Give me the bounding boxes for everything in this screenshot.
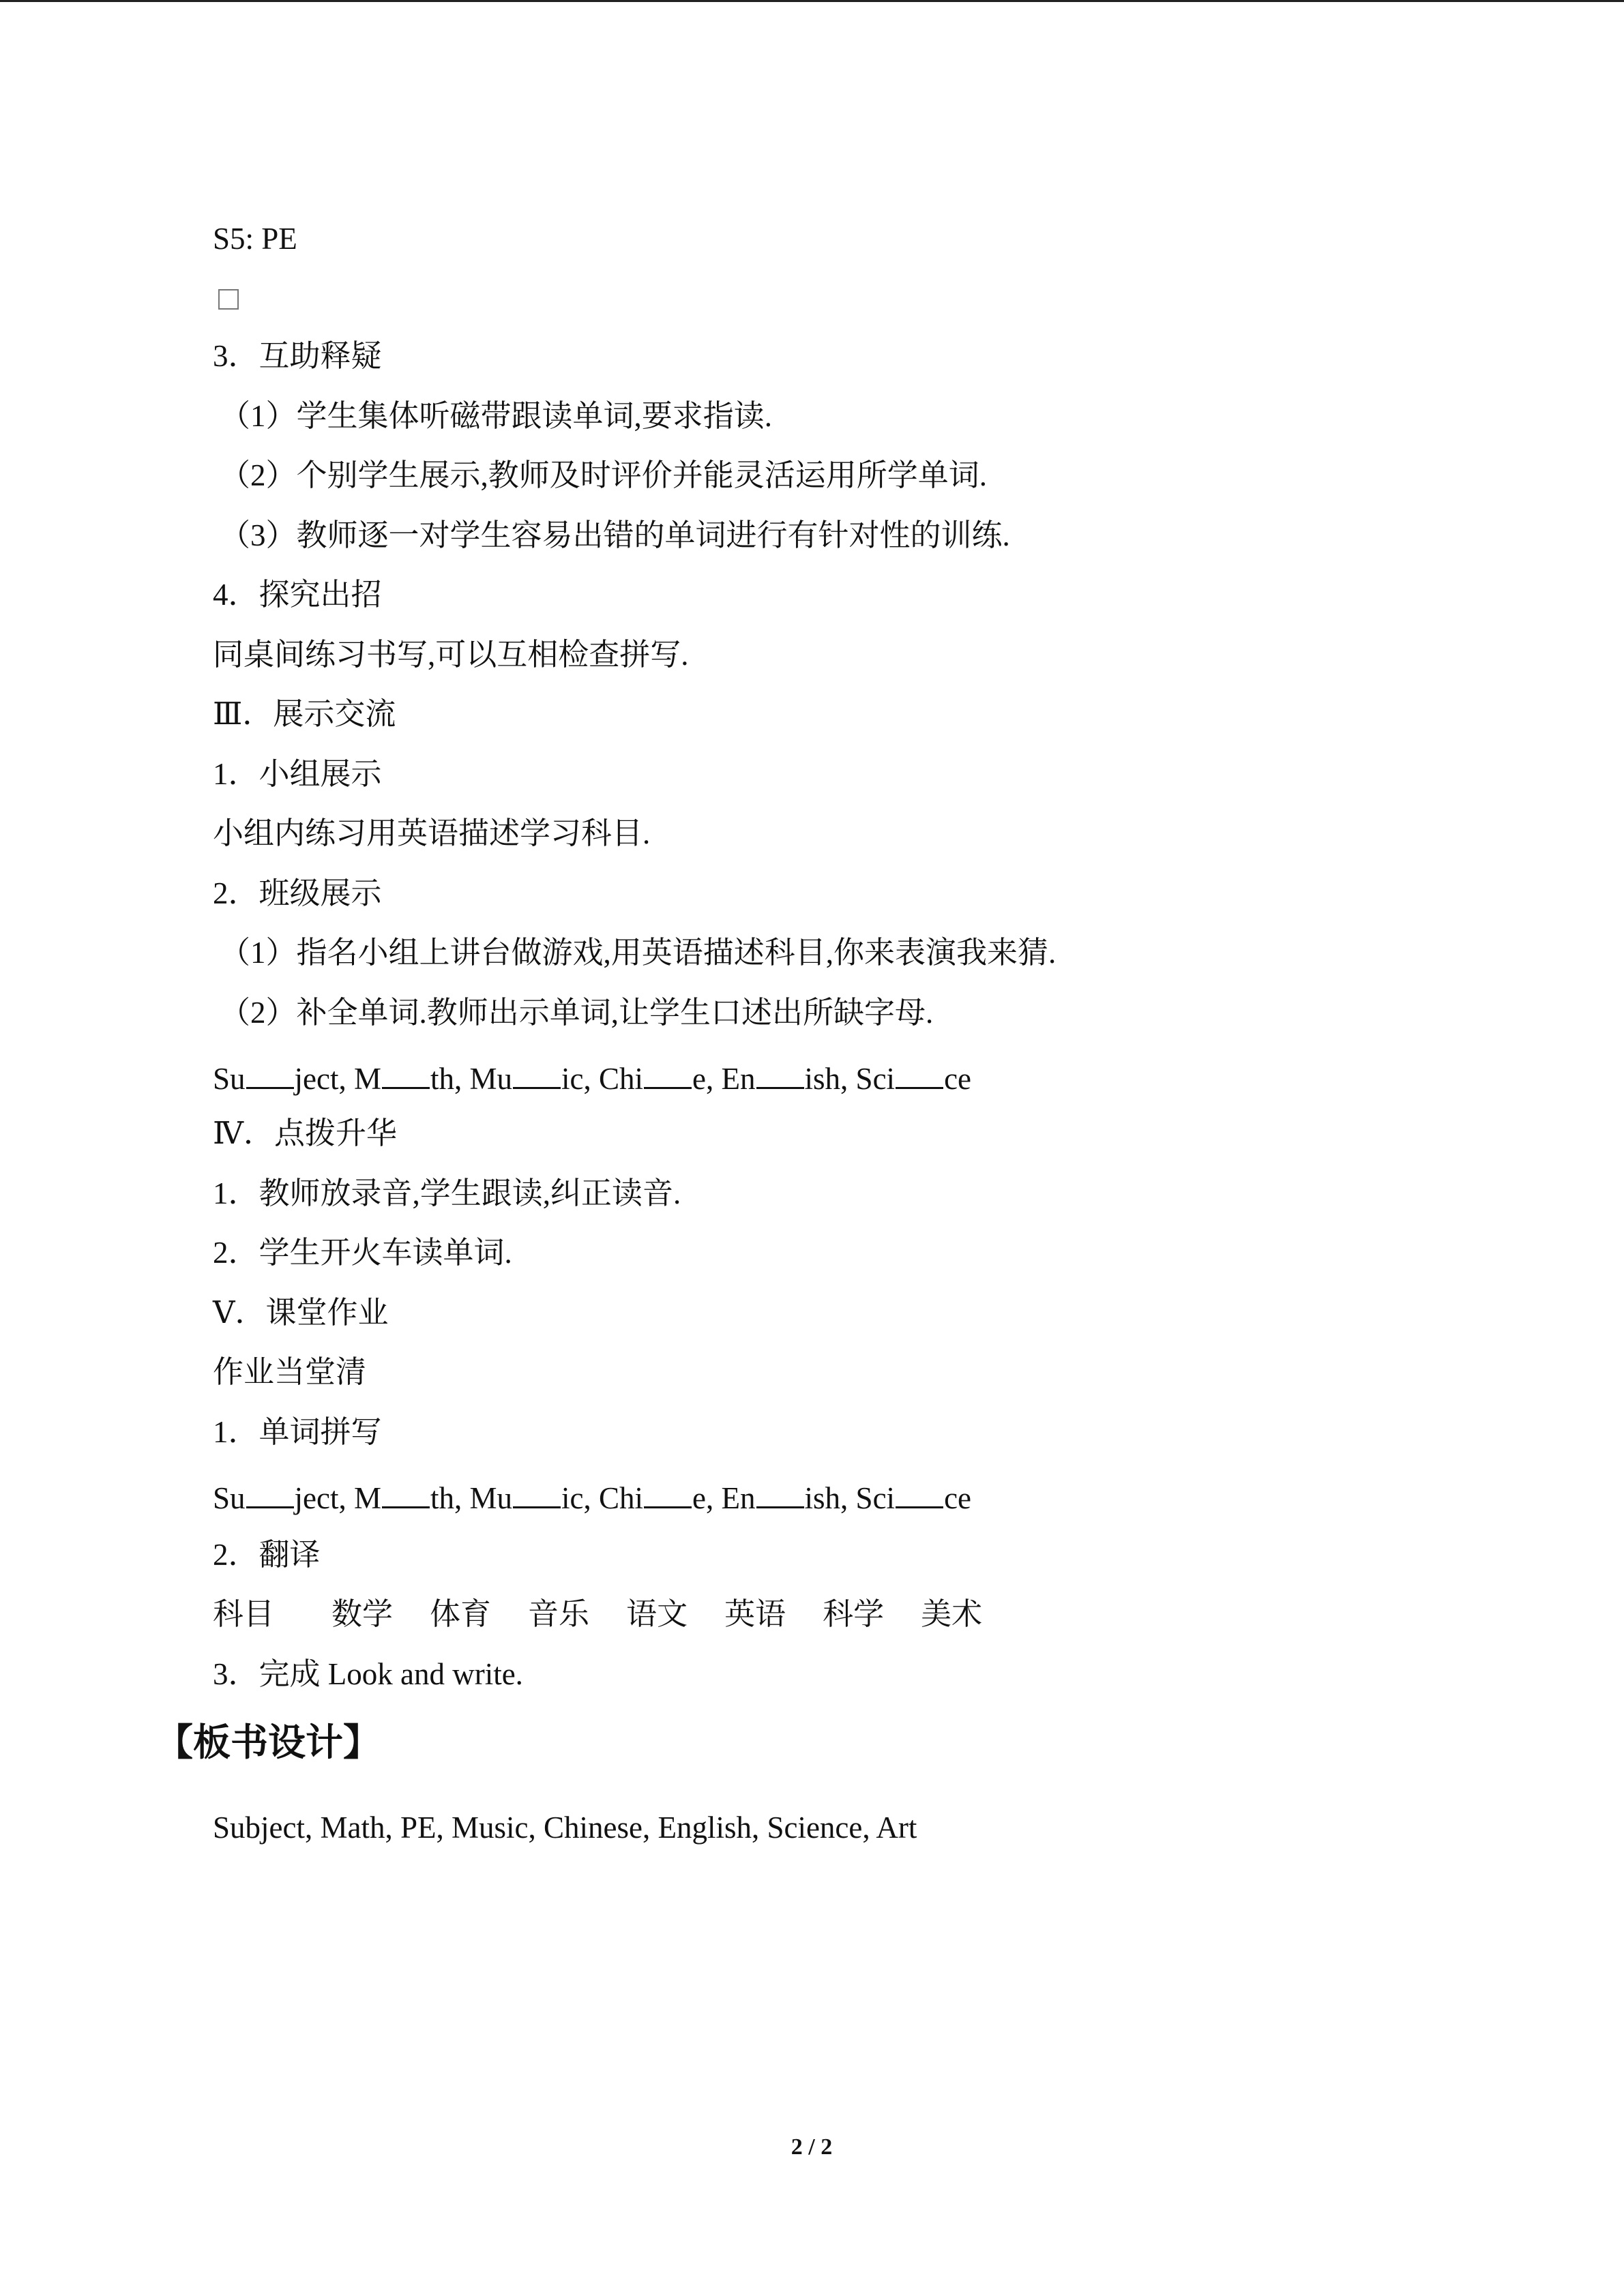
blank-line [513,1062,561,1089]
part5-subtitle: 作业当堂清 [213,1355,367,1389]
section4-title: 4．探究出招 [213,578,382,612]
part5-title: Ⅴ．课堂作业 [213,1296,389,1330]
blank-line [246,1482,294,1508]
blank-suffix: ish, [804,1481,848,1515]
blank-line [644,1062,692,1089]
blank-prefix: Chi [599,1481,644,1515]
blank-prefix: Su [213,1062,246,1096]
checkbox-icon [218,289,239,310]
translate-word: 数学 [331,1597,394,1631]
blank-line [644,1482,692,1508]
board-design-heading: 【板书设计】 [156,1720,381,1764]
blank-prefix: Sci [855,1062,896,1096]
blank-prefix: Chi [599,1062,644,1096]
part5-question-2: 2．翻译 [213,1538,321,1572]
part3-s2-item-2: （2）补全单词.教师出示单词,让学生口述出所缺字母. [220,996,934,1030]
blank-suffix: ic, [561,1062,591,1096]
blank-suffix: e, [692,1062,714,1096]
blank-prefix: M [353,1481,381,1515]
blank-prefix: Sci [855,1481,896,1515]
part4-title: Ⅳ．点拨升华 [213,1116,397,1150]
blank-suffix: ce [944,1481,972,1515]
top-border [0,0,1624,2]
part3-s1-text: 小组内练习用英语描述学习科目. [213,816,651,850]
blank-suffix: ish, [804,1062,848,1096]
blank-suffix: th, [430,1062,462,1096]
board-design-text: Subject, Math, PE, Music, Chinese, English, Science, Art [213,1810,917,1845]
blank-line [896,1482,943,1508]
part4-item-2: 2．学生开火车读单词. [213,1236,512,1270]
blank-line [756,1482,804,1508]
blank-prefix: Mu [469,1481,513,1515]
section3-item-3: （3）教师逐一对学生容易出错的单词进行有针对性的训练. [220,518,1010,552]
blank-prefix: Su [213,1481,246,1515]
section3-item-2: （2）个别学生展示,教师及时评价并能灵活运用所学单词. [220,458,988,492]
blank-suffix: e, [692,1481,714,1515]
part3-s1-title: 1．小组展示 [213,757,382,791]
fill-blank-row-1 [213,1058,971,1099]
part5-question-3: 3．完成 Look and write. [213,1657,523,1691]
blank-suffix: th, [430,1481,462,1515]
blank-line [246,1062,294,1089]
blank-line [513,1482,561,1508]
translate-word: 科学 [823,1597,885,1631]
fill-blank-row-2 [213,1478,971,1519]
blank-line [382,1482,430,1508]
translate-word-row [213,1594,1019,1635]
blank-suffix: ject, [294,1481,346,1515]
translate-word: 美术 [921,1597,983,1631]
blank-suffix: ce [944,1062,972,1096]
part3-title: Ⅲ．展示交流 [213,697,396,731]
blank-prefix: Mu [469,1062,513,1096]
blank-line [896,1062,943,1089]
blank-prefix: M [353,1062,381,1096]
blank-line [382,1062,430,1089]
section3-title: 3．互助释疑 [213,339,382,373]
blank-prefix: En [721,1062,756,1096]
part3-s2-item-1: （1）指名小组上讲台做游戏,用英语描述科目,你来表演我来猜. [220,936,1057,970]
section4-text: 同桌间练习书写,可以互相检查拼写. [213,638,689,672]
blank-prefix: En [721,1481,756,1515]
translate-word: 体育 [430,1597,492,1631]
page-number: 2 / 2 [791,2134,833,2160]
s5-line: S5: PE [213,222,297,256]
part4-item-1: 1．教师放录音,学生跟读,纠正读音. [213,1176,681,1210]
part5-question-1: 1．单词拼写 [213,1415,382,1449]
blank-suffix: ic, [561,1481,591,1515]
translate-word: 音乐 [528,1597,590,1631]
blank-suffix: ject, [294,1062,346,1096]
blank-line [756,1062,804,1089]
translate-word: 科目 [213,1597,275,1631]
translate-word: 语文 [626,1597,688,1631]
part3-s2-title: 2．班级展示 [213,876,382,910]
section3-item-1: （1）学生集体听磁带跟读单词,要求指读. [220,399,773,433]
translate-word: 英语 [724,1597,786,1631]
